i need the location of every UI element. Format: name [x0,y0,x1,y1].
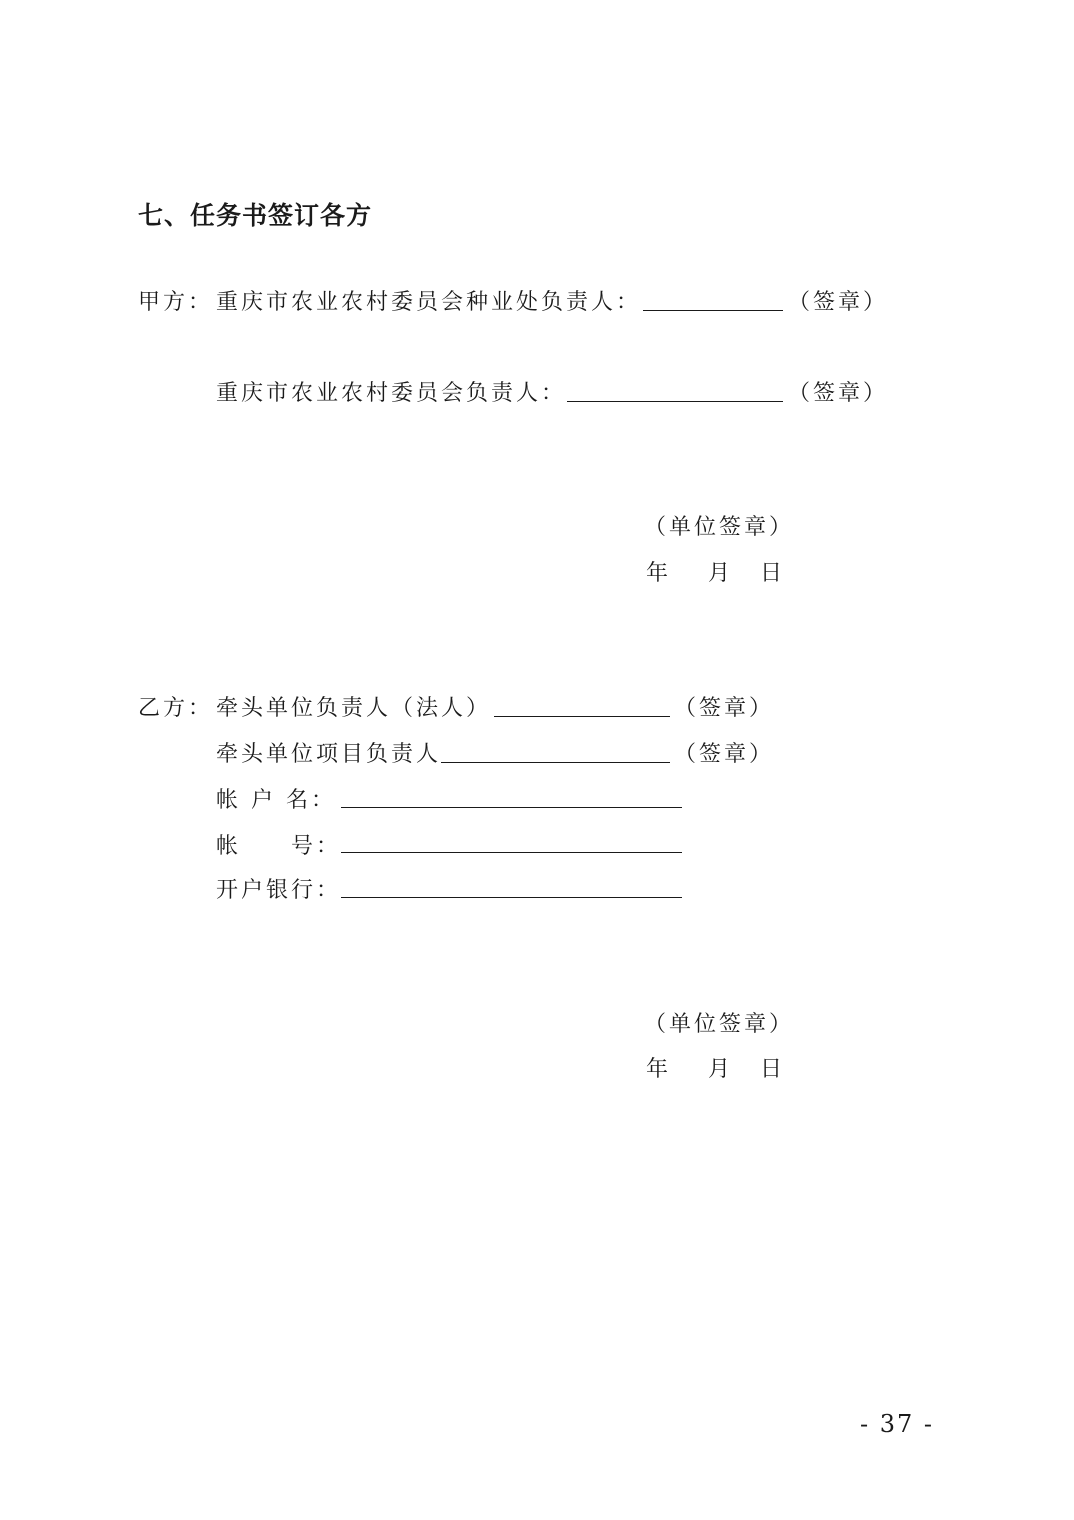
party-b-pm-text: 牵头单位项目负责人 [216,742,442,767]
section-heading: 七、任务书签订各方 [138,201,373,230]
party-b-legal-text: 牵头单位负责人（法人） [216,696,492,721]
party-b-date-year: 年 [646,1057,672,1082]
page-number: - 37 - [860,1410,935,1438]
party-a-date-year: 年 [646,561,672,586]
party-b-label: 乙方： [138,696,214,721]
party-a-line2-blank[interactable] [567,401,783,402]
party-a-line1-seal: （签章） [788,290,889,315]
party-a-line1-blank[interactable] [643,310,783,311]
party-a-line2-seal: （签章） [788,381,889,406]
party-a-label: 甲方： [138,290,214,315]
party-a-line1-text: 重庆市农业农村委员会种业处负责人： [216,290,642,315]
party-b-pm-seal: （签章） [674,742,775,767]
party-b-legal-seal: （签章） [674,696,775,721]
party-b-date-day: 日 [760,1057,786,1082]
bank-label: 开户银行： [216,878,342,903]
party-b-unit-seal: （单位签章） [644,1012,795,1037]
account-number-label: 帐 号： [216,834,342,859]
party-a-date-month: 月 [708,561,734,586]
party-a-line2-text: 重庆市农业农村委员会负责人： [216,381,567,406]
bank-blank[interactable] [341,897,682,898]
account-name-blank[interactable] [341,807,682,808]
party-a-unit-seal: （单位签章） [644,515,795,540]
account-number-blank[interactable] [341,852,682,853]
account-name-label: 帐 户 名： [216,788,336,813]
party-a-date-day: 日 [760,561,786,586]
party-b-date-month: 月 [708,1057,734,1082]
party-b-pm-blank[interactable] [441,762,670,763]
party-b-legal-blank[interactable] [494,716,670,717]
